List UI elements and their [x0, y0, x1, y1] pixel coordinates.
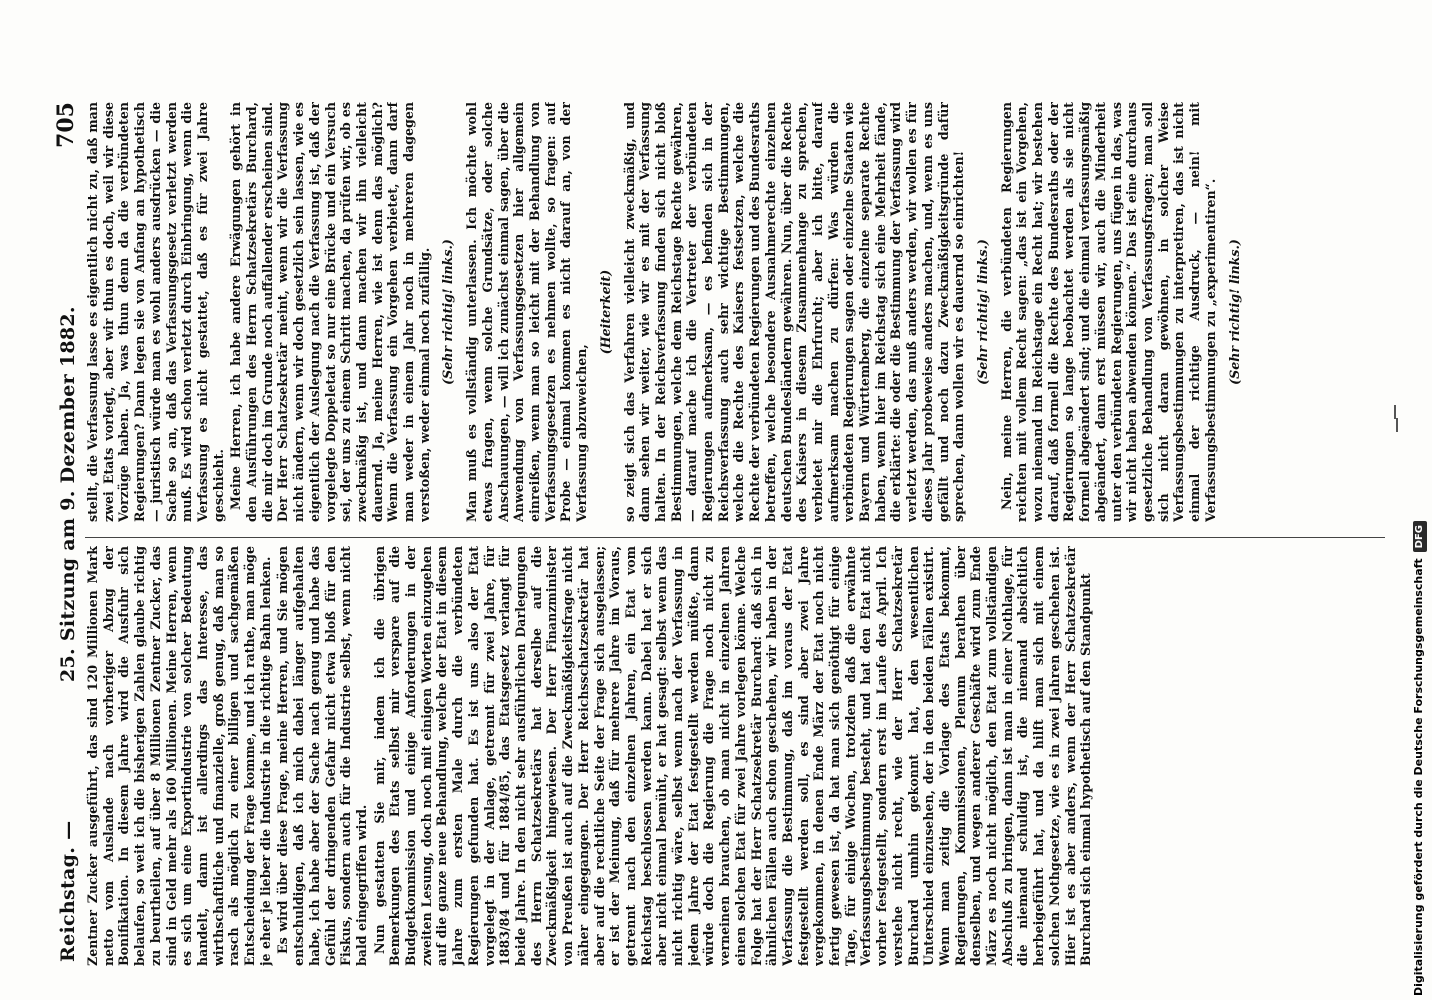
interjection: (Heiterkeit) — [597, 269, 613, 355]
paragraph: stellt, die Verfassung lasse es eigentlich nicht zu, daß man zwei Etats vorlegt, aber wir thun es doch, weil wir diese Vorzüge haben. Ja, was thun denn da die verbündeten Regierungen? Dann legen sie von Anfang an hypothetisch — juristisch würde man es wohl anders ausdrücken — die Sache so an, daß das Verfassungsgesetz verletzt werden muß. Es wird schon verletzt durch Einbringung, wenn die Verfassung es nicht gestattet, daß es für zwei Jahre geschieht. — [85, 102, 226, 522]
paragraph: Es wird über diese Frage, meine Herren, und Sie mögen entschuldigen, daß ich mich dabei länger aufgehalten habe, ich habe aber der Sache nach genug und habe das Gefühl der dringenden Gefahr nicht etwa bloß für den Fiskus, sondern auch für die Industrie selbst, wenn nicht bald eingegriffen wird. — [275, 546, 369, 966]
interjection: (Sehr richtig! links.) — [440, 239, 456, 385]
digitization-stamp — [1409, 36, 1429, 996]
interjection: (Sehr richtig! links.) — [1226, 239, 1242, 385]
left-column — [85, 546, 1385, 966]
page-number: 705 — [53, 102, 79, 148]
margin-mark — [1394, 405, 1396, 419]
right-column — [85, 102, 1385, 522]
margin-mark — [1396, 418, 1398, 432]
paragraph: Man muß es vollständig unterlassen. Ich möchte wohl etwas fragen, wenn solche Grundsätze, oder solche Anschauungen, — will ich zunächst einmal sagen, über die Anwendung von Verfassungsgesetzen hier allgemein einreißen, wenn man so leicht mit der Behandlung von Verfassungsgesetzen es nehmen wollte, so fragen: auf Probe — einmal kommen es nicht darauf an, von der Verfassung abzuweichen, — [464, 102, 590, 522]
running-head — [53, 102, 83, 962]
dfg-logo: DFG — [1413, 521, 1427, 552]
digitization-stamp-text — [1409, 36, 1429, 996]
paragraph: Nein, meine Herren, die verbündeten Regierungen reichten mit vollem Recht sagen: „das ist ein Vorgehen, wozu niemand im Reichstage ein Recht hat; wir bestehen darauf, daß formell die Rechte des Bundesraths oder der Regierungen so lange beobachtet werden als sie nicht formell abgeändert sind; und die einmal verfassungsmäßig abgeändert, dann erst müssen wir, auch die Minderheit unter den verbündeten Regierungen, uns fügen in das, was wir nicht haben abwenden können.“ Das ist eine durchaus gesetzliche Behandlung von Verfassungsfragen; man soll sich nicht daran gewöhnen, in solcher Weise Verfassungsbestimmungen zu interpretiren, das ist nicht einmal der richtige Ausdruck, — nein! mit Verfassungsbestimmungen zu „experimentiren“. — [998, 102, 1218, 522]
column-divider — [85, 537, 1385, 538]
running-head-left: Reichstag. — — [57, 820, 79, 962]
paragraph: Nun gestatten Sie mir, indem ich die übrigen Bemerkungen des Etats selbst mir verspare auf die Budgetkommission und einige Anforderungen in der zweiten Lesung, doch noch mit einigen Worten einzugehen auf die ganze neue Behandlung, welche der Etat in diesem Jahre zum ersten Male durch die verbündeten Regierungen gefunden hat. Es ist uns also der Etat vorgelegt in der Anlage, getrennt für zwei Jahre, für 1883/84 und für 1884/85, das Etatsgesetz verlangt für beide Jahre. In den nicht sehr ausführlichen Darlegungen des Herrn Schatzsekretärs hat derselbe auf die Zweckmäßigkeit hingewiesen. Der Herr Finanzminister von Preußen ist auch auf die Zweckmäßigkeitsfrage nicht näher eingegangen. Der Herr Reichsschatzsekretär hat aber auf die rechtliche Seite der Frage sich ausgelassen; er ist der Meinung, daß für mehrere Jahre im Voraus, getrennt nach den einzelnen Jahren, ein Etat vom Reichstag beschlossen werden kann. Dabei hat er sich aber nicht einmal bemüht, er hat gesagt: selbst wenn das nicht richtig wäre, selbst wenn nach der Verfassung in jedem Jahre der Etat festgestellt werden müßte, dann würde doch die Regierung die Frage noch nicht zu verneinen brauchen, ob man nicht in einzelnen Jahren einen solchen Etat für zwei Jahre vorlegen könne. Welche Folge hat der Herr Schatzsekretär Burchard: daß sich in ähnlichen Fällen auch schon geschehen, wir haben in der Verfassung die Bestimmung, daß im voraus der Etat festgestellt werden soll, es sind aber zwei Jahre vergekommen, in denen Ende März der Etat noch nicht fertig gewesen ist, da hat man sich genöthigt für einige Tage, für einige Wochen, trotzdem daß die erwähnte Verfassungsbestimmung besteht, und hat den Etat nicht vorher festgestellt, sondern erst im Laufe des April. Ich verstehe nicht recht, wie der Herr Schatzsekretär Burchard umhin gekonnt hat, den wesentlichen Unterschied einzusehen, der in den beiden Fällen existirt. Wenn man zeitig die Vorlage des Etats bekommt, Regierungen, Kommissionen, Plenum berathen über denselben, und wegen anderer Geschäfte wird zum Ende März es noch nicht möglich, den Etat zum vollständigen Abschluß zu bringen, dann ist man in einer Nothlage, für die niemand schuldig ist, die niemand absichtlich herbeigeführt hat, und da hilft man sich mit einem solchen Nothgesetze, wie es in zwei Jahren geschehen ist. Hier ist es aber anders, wenn der Herr Schatzsekretär Burchard sich einmal hypothetisch auf den Standpunkt — [371, 546, 1094, 966]
paragraph: Meine Herren, ich habe andere Erwägungen gehört in den Ausführungen des Herrn Schatzsekretärs Burchard, die mir doch im Grunde noch auffallender erscheinen sind. Der Herr Schatzsekretär meint, wenn wir die Verfassung nicht ändern, wenn wir doch gesetzlich sein lassen, wie es eigentlich der Auslegung nach die Verfassung ist, daß der vorgelegte Doppeletat so nur eine Brücke und ein Versuch sei, der uns zu einem Schritt machen, da prüfen wir, ob es zweckmäßig ist, und dann machen wir ihn vielleicht dauernd. Ja, meine Herren, wie ist denn das möglich? Wenn die Verfassung ein Vorgehen verbietet, dann darf man weder in einem Jahr noch in mehreren dagegen verstoßen, weder einmal noch zufällig. — [228, 102, 432, 522]
paragraph: so zeigt sich das Verfahren vielleicht zweckmäßig, und dann sehen wir weiter, wie wir es mit der Verfassung halten. In der Reichsverfassung finden sich nicht bloß Bestimmungen, welche dem Reichstage Rechte gewähren, — darauf mache ich die Vertreter der verbündeten Regierungen aufmerksam, — es befinden sich in der Reichsverfassung auch sehr wichtige Bestimmungen, welche die Rechte des Kaisers festsetzen, welche die Rechte der verbündeten Regierungen und des Bundesraths betreffen, welche besondere Ausnahmerechte einzelnen deutschen Bundesländern gewähren. Nun, über die Rechte des Kaisers in diesem Zusammenhange zu sprechen, verbietet mir die Ehrfurcht; aber ich bitte, darauf aufmerksam machen zu dürfen: Was würden die verbündeten Regierungen sagen oder einzelne Staaten wie Bayern und Württemberg, die einzelne separate Rechte haben, wenn hier im Reichstag sich eine Mehrheit fände, die erklärte: die oder die Bestimmung der Verfassung wird verletzt werden, das muß anders werden, wir wollen es für dieses Jahr probeweise anders machen, und, wenn es uns gefällt und noch dazu Zweckmäßigkeitsgründe dafür sprechen, dann wollen wir es dauernd so einrichten! — [621, 102, 967, 522]
rotated-page-content — [45, 92, 1415, 982]
interjection: (Sehr richtig! links.) — [974, 239, 990, 385]
running-head-session: 25. Sitzung am 9. Dezember 1882. — [57, 306, 79, 682]
digitization-note: Digitalisierung gefördert durch die Deutsche Forschungsgemeinschaft — [1412, 558, 1425, 996]
paragraph: Zentner Zucker ausgeführt, das sind 120 Millionen Mark netto vom Auslande nach vorheriger Abzug der Bonifikation. In diesem Jahre wird die Ausfuhr sich belaufen, so weit ich die bisherigen Zahlen glaube richtig zu beurtheilen, auf über 8 Millionen Zentner Zucker, das sind in Geld mehr als 160 Millionen. Meine Herren, wenn es sich um eine Exportindustrie von solcher Bedeutung handelt, dann ist allerdings das Interesse, das wirthschaftliche und finanzielle, groß genug, daß man so rasch als möglich zu einer billigen und sachgemäßen Entscheidung der Frage komme, und ich rathe, man möge je eher je lieber die Industrie in die richtige Bahn lenken. — [85, 546, 273, 966]
